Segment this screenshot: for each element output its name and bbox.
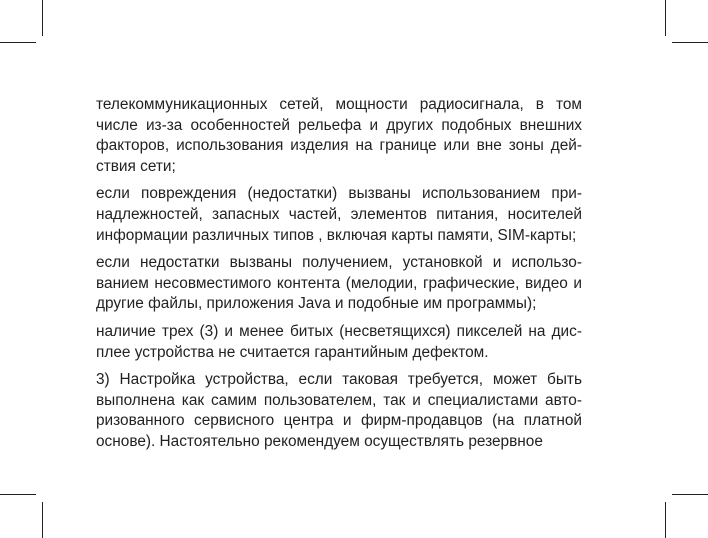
crop-mark-bottom-left-horizontal: [0, 494, 36, 495]
paragraph-incompatible-content: если недостатки вызваны получением, установкой и использованием несовместимого контента (мелодии, графические, видео и другие файлы, приложения Java и подобные им программы);: [96, 254, 582, 313]
paragraph-network-conditions: телекоммуникационных сетей, мощности радиосигнала, в том числе из-за особенностей рельефа и других подобных внешних факторов, использования изделия на границе или вне зоны действия сети;: [96, 96, 582, 175]
crop-mark-top-right-horizontal: [672, 42, 708, 43]
crop-mark-top-left-horizontal: [0, 42, 36, 43]
document-body: [96, 95, 582, 460]
crop-mark-top-right-vertical: [665, 0, 666, 36]
crop-mark-bottom-right-horizontal: [672, 494, 708, 495]
crop-mark-top-left-vertical: [42, 0, 43, 36]
crop-mark-bottom-left-vertical: [42, 502, 43, 538]
crop-mark-bottom-right-vertical: [665, 502, 666, 538]
paragraph-dead-pixels: наличие трех (3) и менее битых (несветящихся) пикселей на дисплее устройства не считается гарантийным дефектом.: [96, 322, 582, 361]
paragraph-accessories: если повреждения (недостатки) вызваны использованием принадлежностей, запасных частей, элементов питания, носителей информации различных типов , включая карты памяти, SIM-карты;: [96, 185, 582, 244]
paragraph-device-setup: 3) Настройка устройства, если таковая требуется, может быть выполнена как самим пользователем, так и специалистами авторизованного сервисного центра и фирм-продавцов (на платной основе). Настоятельно рекомендуем осуществлять резервное: [96, 371, 582, 450]
